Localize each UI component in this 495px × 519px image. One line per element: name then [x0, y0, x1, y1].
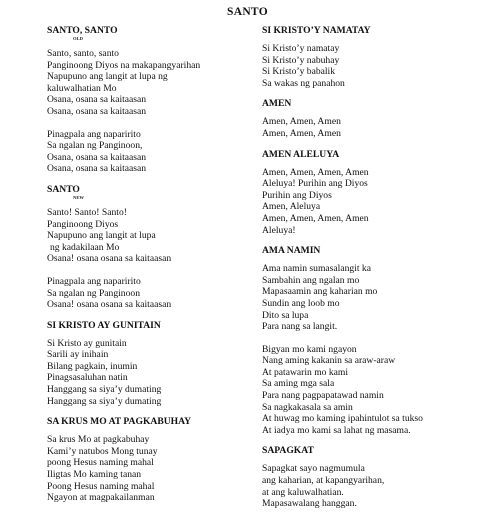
lyric-line: Osana, osana sa kaitaasan [47, 151, 147, 163]
lyric-line: Aleluya! [262, 224, 296, 236]
page-title: SANTO [227, 6, 268, 18]
song-version-note: OLD [73, 36, 83, 41]
song-section [47, 416, 252, 504]
lyric-line: Mapasawalang hanggan. [262, 498, 357, 510]
left-column [47, 25, 252, 513]
lyric-line: Santo, santo, santo [47, 48, 119, 59]
lyric-line: ang kaharian, at kapangyarihan, [262, 475, 385, 487]
lyric-line: Pinagpala ang naparirito [47, 275, 141, 287]
lyric-line: ng kadakilaan Mo [50, 241, 120, 253]
lyric-line: Purihin ang Diyos [262, 189, 332, 201]
lyric-line: Sambahin ang ngalan mo [262, 274, 360, 286]
right-column [262, 25, 462, 519]
lyric-line: Amen, Amen, Amen, Amen [262, 212, 369, 224]
song-section [262, 98, 462, 139]
song-title: SI KRISTO AY GUNITAIN [47, 319, 161, 331]
lyric-line: Osana! osana osana sa kaitaasan [47, 253, 172, 265]
song-section [262, 445, 462, 509]
song-section [47, 184, 252, 311]
lyric-line: Sa aming mga sala [262, 378, 335, 390]
lyric-line: Poong Hesus naming mahal [47, 480, 155, 492]
lyric-line: Osana, osana sa kaitaasan [47, 163, 147, 175]
song-title: AMEN ALELUYA [262, 148, 340, 160]
lyric-line: Panginoong Diyos [47, 218, 119, 230]
song-section [47, 25, 252, 175]
lyric-stanza [262, 43, 462, 89]
lyric-line: Para nang pagpapatawad namin [262, 390, 384, 402]
song-title: SA KRUS MO AT PAGKABUHAY [47, 416, 192, 428]
lyric-line: Ama namin sumasalangit ka [262, 263, 371, 275]
lyric-line: Sundin ang loob mo [262, 297, 340, 309]
lyric-stanza [47, 338, 252, 408]
lyric-stanza [47, 129, 252, 175]
lyric-line: Amen, Amen, Amen [262, 127, 341, 139]
song-title: SANTO [47, 183, 80, 195]
lyric-line: Hanggang sa siya’y dumating [47, 395, 162, 407]
lyric-stanza [47, 48, 252, 118]
lyric-line: Kami’y natubos Mong tunay [47, 445, 158, 457]
lyric-line: at ang kaluwalhatian. [262, 486, 344, 498]
lyric-line: Sa wakas ng panahon [262, 77, 345, 89]
lyric-line: Amen, Aleluya [262, 201, 321, 213]
lyric-line: Napupuno ang langit at lupa ng [47, 71, 168, 83]
lyric-line: At patawarin mo kami [262, 366, 349, 378]
song-title: AMA NAMIN [262, 245, 321, 257]
lyric-line: Sa nagkakasala sa amin [262, 401, 353, 413]
lyric-line: Sarili ay inihain [47, 349, 109, 361]
lyric-stanza [262, 263, 462, 333]
song-title: SAPAGKAT [262, 445, 314, 457]
lyric-line: Dito sa lupa [262, 309, 309, 321]
lyric-line: Panginoong Diyos na makapangyarihan [47, 59, 201, 71]
lyric-line: Bigyan mo kami ngayon [262, 343, 357, 355]
lyric-line: At iadya mo kami sa lahat ng masama. [262, 424, 411, 436]
lyric-line: Osana! osana osana sa kaitaasan [47, 299, 172, 311]
song-section [47, 320, 252, 408]
lyric-stanza [262, 463, 462, 509]
song-title: AMEN [262, 98, 292, 110]
song-section [262, 149, 462, 237]
song-title: SANTO, SANTO [47, 25, 118, 36]
lyric-stanza [262, 116, 462, 139]
lyric-line: Sa ngalan ng Panginoon, [47, 140, 143, 152]
song-section [262, 25, 462, 89]
lyric-line: Hanggang sa siya’y dumating [47, 384, 162, 396]
lyric-line: poong Hesus naming mahal [47, 457, 154, 469]
lyric-line: Si Kristo’y babalik [262, 66, 336, 78]
lyric-stanza [47, 434, 252, 504]
lyric-line: Amen, Amen, Amen, Amen [262, 166, 369, 178]
lyric-line: At huwag mo kaming ipahintulot sa tukso [262, 413, 423, 425]
lyric-stanza [47, 276, 252, 311]
lyric-line: Santo! Santo! Santo! [47, 206, 127, 218]
lyric-line: Sapagkat sayo nagmumula [262, 463, 365, 475]
lyric-stanza [262, 344, 462, 437]
lyric-line: Para nang sa langit. [262, 321, 338, 333]
lyric-line: Osana, osana sa kaitaasan [47, 94, 147, 106]
lyric-line: Si Kristo’y nabuhay [262, 54, 340, 66]
lyric-line: Ngayon at magpakailanman [47, 492, 155, 504]
lyric-line: Pinagpala ang naparirito [47, 128, 141, 140]
lyric-line: kaluwalhatian Mo [47, 82, 117, 94]
lyric-line: Napupuno ang langit at lupa [47, 230, 156, 242]
song-section [262, 245, 462, 436]
lyric-line: Nang aming kakanin sa araw-araw [262, 355, 396, 367]
lyric-line: Osana, osana sa kaitaasan [47, 105, 147, 117]
lyric-line: Bilang pagkain, inumin [47, 360, 138, 372]
lyric-line: Si Kristo ay gunitain [47, 337, 127, 349]
lyric-line: Si Kristo’y namatay [262, 43, 340, 54]
song-version-note: NEW [73, 194, 84, 200]
lyric-line: Pinagsasaluhan natin [47, 372, 128, 384]
lyric-line: Iligtas Mo kaming tanan [47, 469, 142, 481]
lyric-line: Mapasaamin ang kaharian mo [262, 286, 378, 298]
lyric-line: Amen, Amen, Amen [262, 116, 341, 128]
lyric-stanza [262, 167, 462, 237]
song-title: SI KRISTO’Y NAMATAY [262, 25, 371, 36]
lyric-line: Aleluya! Purihin ang Diyos [262, 178, 368, 190]
lyric-stanza [47, 207, 252, 265]
lyric-line: Sa ngalan ng Panginoon [47, 287, 140, 299]
lyric-line: Sa krus Mo at pagkabuhay [47, 434, 150, 446]
